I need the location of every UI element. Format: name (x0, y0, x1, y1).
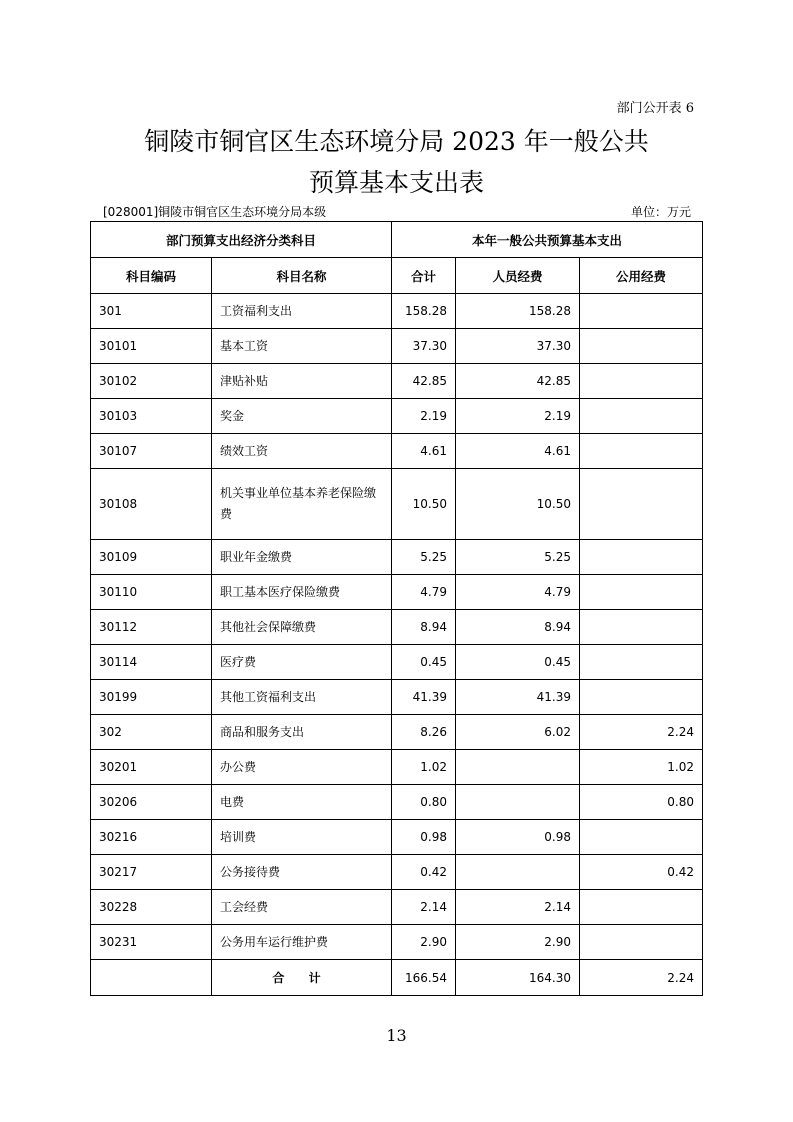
cell-public (580, 434, 703, 469)
cell-total: 4.61 (392, 434, 456, 469)
cell-code: 30199 (91, 680, 212, 715)
table-row (91, 715, 703, 750)
table-row (91, 890, 703, 925)
department-label: [028001]铜陵市铜官区生态环境分局本级 (103, 205, 327, 219)
cell-public (580, 925, 703, 960)
cell-personnel: 8.94 (456, 610, 580, 645)
cell-code: 30201 (91, 750, 212, 785)
header-public: 公用经费 (580, 258, 703, 294)
cell-public (580, 469, 703, 540)
cell-public: 1.02 (580, 750, 703, 785)
cell-code: 30231 (91, 925, 212, 960)
table-header-row (91, 258, 703, 294)
cell-name: 津贴补贴 (212, 364, 392, 399)
total-code-cell (91, 960, 212, 996)
table-row (91, 610, 703, 645)
cell-total: 8.94 (392, 610, 456, 645)
cell-public (580, 329, 703, 364)
cell-name: 奖金 (212, 399, 392, 434)
table-row (91, 785, 703, 820)
cell-personnel: 2.90 (456, 925, 580, 960)
cell-total: 41.39 (392, 680, 456, 715)
unit-label: 单位：万元 (630, 205, 691, 219)
table-row (91, 750, 703, 785)
cell-total: 42.85 (392, 364, 456, 399)
cell-name: 工资福利支出 (212, 294, 392, 329)
cell-name: 公务用车运行维护费 (212, 925, 392, 960)
table-row (91, 294, 703, 329)
cell-personnel: 0.45 (456, 645, 580, 680)
cell-public (580, 610, 703, 645)
cell-name: 公务接待费 (212, 855, 392, 890)
cell-public (580, 399, 703, 434)
cell-name: 职业年金缴费 (212, 540, 392, 575)
table-body (91, 294, 703, 960)
cell-personnel: 6.02 (456, 715, 580, 750)
cell-total: 0.45 (392, 645, 456, 680)
total-label: 合 计 (212, 960, 392, 996)
cell-total: 0.98 (392, 820, 456, 855)
cell-total: 5.25 (392, 540, 456, 575)
cell-code: 30217 (91, 855, 212, 890)
table-row (91, 925, 703, 960)
cell-public: 0.80 (580, 785, 703, 820)
cell-personnel: 37.30 (456, 329, 580, 364)
cell-public (580, 820, 703, 855)
header-basic-expenditure: 本年一般公共预算基本支出 (392, 222, 703, 258)
cell-name: 医疗费 (212, 645, 392, 680)
cell-name: 培训费 (212, 820, 392, 855)
cell-code: 30109 (91, 540, 212, 575)
cell-total: 1.02 (392, 750, 456, 785)
cell-personnel (456, 855, 580, 890)
table-row (91, 820, 703, 855)
cell-name: 工会经费 (212, 890, 392, 925)
table-header-group-row (91, 222, 703, 258)
cell-total: 4.79 (392, 575, 456, 610)
total-public: 2.24 (580, 960, 703, 996)
cell-public (580, 890, 703, 925)
cell-personnel: 41.39 (456, 680, 580, 715)
cell-personnel (456, 750, 580, 785)
cell-name: 其他社会保障缴费 (212, 610, 392, 645)
cell-personnel: 2.19 (456, 399, 580, 434)
cell-total: 2.14 (392, 890, 456, 925)
cell-public (580, 364, 703, 399)
table-row (91, 364, 703, 399)
cell-personnel: 4.79 (456, 575, 580, 610)
cell-total: 0.80 (392, 785, 456, 820)
cell-total: 158.28 (392, 294, 456, 329)
cell-code: 30112 (91, 610, 212, 645)
cell-public (580, 294, 703, 329)
table-row (91, 469, 703, 540)
cell-personnel: 4.61 (456, 434, 580, 469)
cell-public (580, 680, 703, 715)
table-row (91, 645, 703, 680)
header-total: 合计 (392, 258, 456, 294)
cell-name: 职工基本医疗保险缴费 (212, 575, 392, 610)
page-number: 13 (386, 1026, 407, 1045)
table-row (91, 399, 703, 434)
cell-public: 0.42 (580, 855, 703, 890)
cell-public (580, 540, 703, 575)
header-personnel: 人员经费 (456, 258, 580, 294)
page-title-line-1: 铜陵市铜官区生态环境分局 2023 年一般公共 (144, 127, 649, 156)
budget-table (90, 221, 703, 996)
cell-personnel: 10.50 (456, 469, 580, 540)
table-row (91, 575, 703, 610)
cell-code: 30228 (91, 890, 212, 925)
total-sum: 166.54 (392, 960, 456, 996)
cell-name: 电费 (212, 785, 392, 820)
cell-code: 301 (91, 294, 212, 329)
cell-code: 30108 (91, 469, 212, 540)
cell-personnel: 42.85 (456, 364, 580, 399)
page-title-line-2: 预算基本支出表 (308, 168, 484, 197)
cell-code: 30114 (91, 645, 212, 680)
cell-public: 2.24 (580, 715, 703, 750)
cell-total: 37.30 (392, 329, 456, 364)
cell-code: 30101 (91, 329, 212, 364)
table-row (91, 434, 703, 469)
cell-public (580, 575, 703, 610)
cell-personnel: 0.98 (456, 820, 580, 855)
cell-name: 其他工资福利支出 (212, 680, 392, 715)
cell-personnel: 2.14 (456, 890, 580, 925)
cell-code: 30107 (91, 434, 212, 469)
cell-name: 商品和服务支出 (212, 715, 392, 750)
total-personnel: 164.30 (456, 960, 580, 996)
table-row (91, 855, 703, 890)
cell-personnel (456, 785, 580, 820)
cell-personnel: 158.28 (456, 294, 580, 329)
table-row (91, 680, 703, 715)
cell-personnel: 5.25 (456, 540, 580, 575)
header-code: 科目编码 (91, 258, 212, 294)
cell-name: 办公费 (212, 750, 392, 785)
cell-total: 10.50 (392, 469, 456, 540)
header-economic-category: 部门预算支出经济分类科目 (91, 222, 392, 258)
cell-code: 30206 (91, 785, 212, 820)
table-total-row (91, 960, 703, 996)
cell-code: 30216 (91, 820, 212, 855)
cell-total: 2.90 (392, 925, 456, 960)
cell-name: 机关事业单位基本养老保险缴费 (212, 469, 392, 540)
cell-code: 30110 (91, 575, 212, 610)
cell-total: 8.26 (392, 715, 456, 750)
cell-total: 2.19 (392, 399, 456, 434)
cell-public (580, 645, 703, 680)
header-name: 科目名称 (212, 258, 392, 294)
table-row (91, 329, 703, 364)
table-row (91, 540, 703, 575)
form-number: 部门公开表 6 (616, 101, 694, 116)
cell-code: 302 (91, 715, 212, 750)
cell-name: 绩效工资 (212, 434, 392, 469)
cell-name: 基本工资 (212, 329, 392, 364)
cell-code: 30103 (91, 399, 212, 434)
cell-code: 30102 (91, 364, 212, 399)
cell-total: 0.42 (392, 855, 456, 890)
